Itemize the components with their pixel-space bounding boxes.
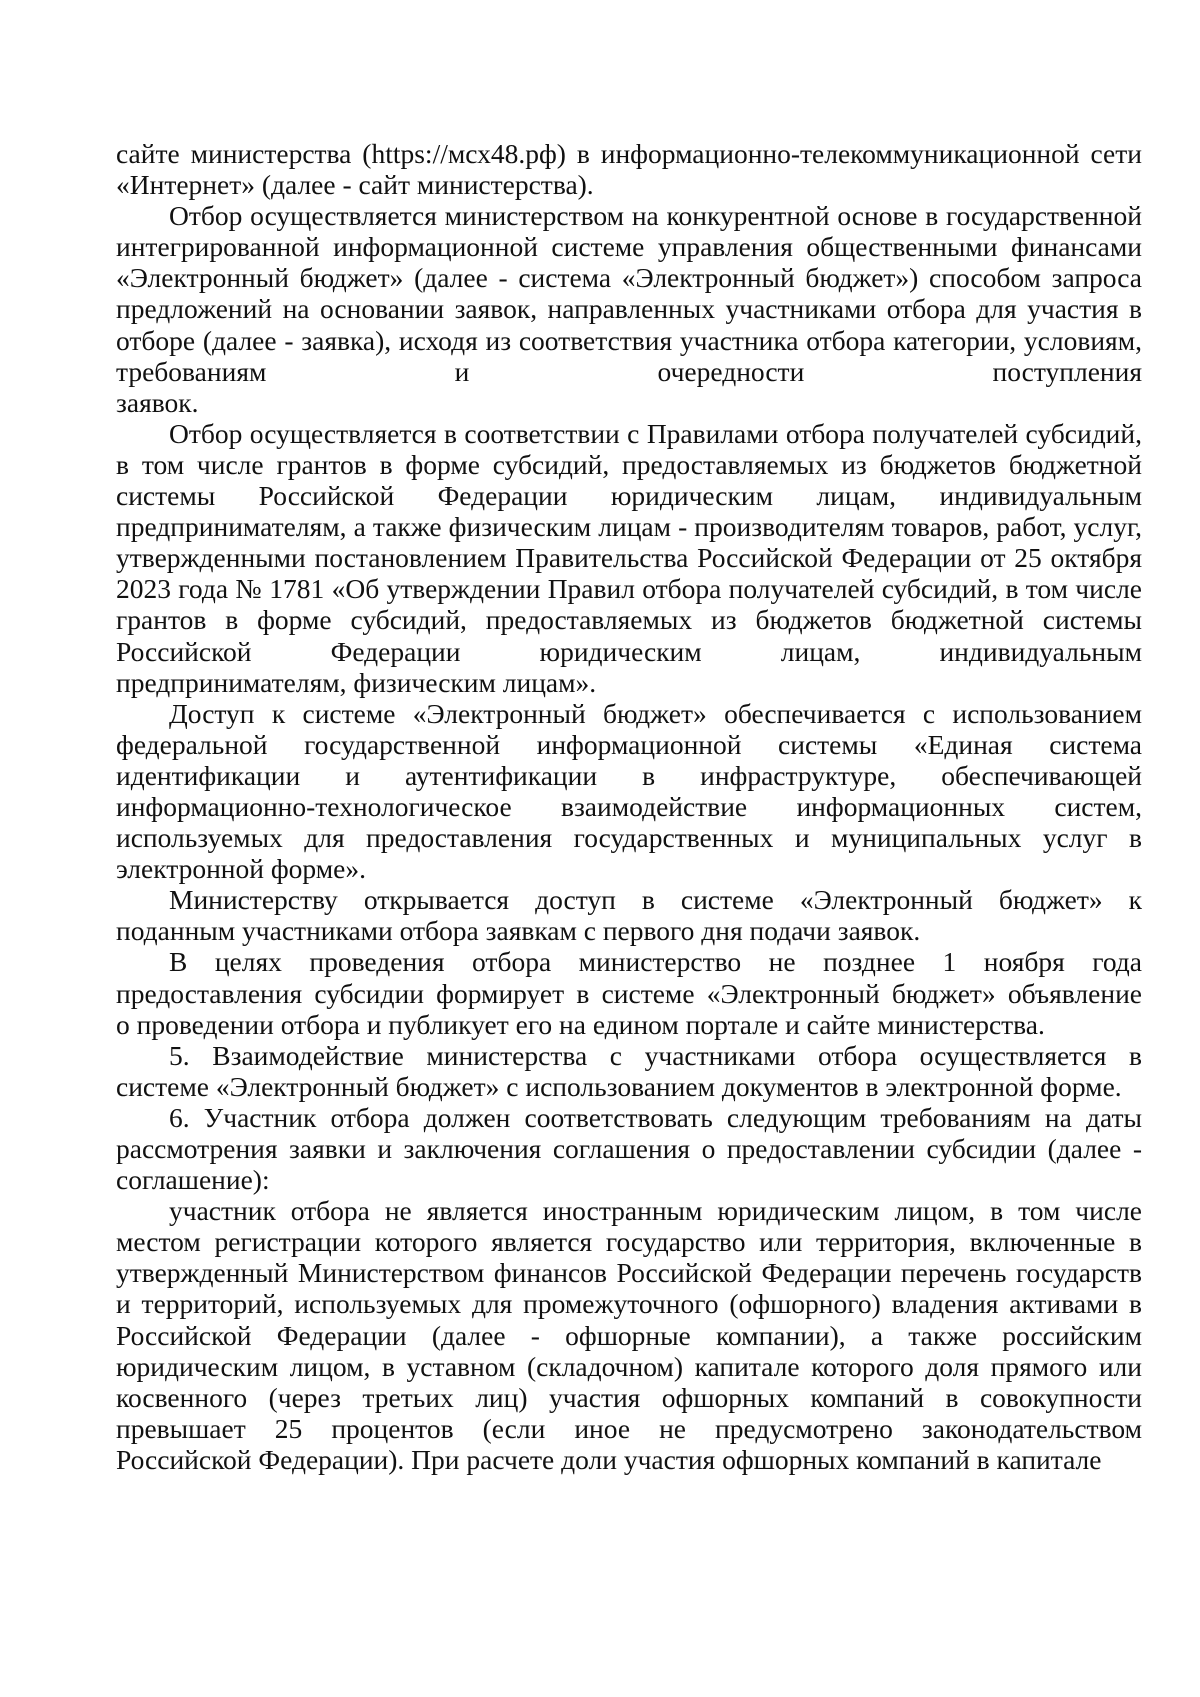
paragraph-last-line: системе «Электронный бюджет» с использованием документов в электронной форме. (116, 1070, 1122, 1102)
paragraph-selection-rules (116, 418, 1142, 698)
paragraph-selection-method (116, 200, 1142, 418)
paragraph-last-line: о проведении отбора и публикует его на едином портале и сайте министерства. (116, 1008, 1045, 1040)
paragraph-last-line: предпринимателям, физическим лицам». (116, 666, 597, 698)
paragraph-body: 6. Участник отбора должен соответствовать следующим требованиям на даты рассмотрения заявки и заключения соглашения о предоставлении субсидии (далее - (116, 1101, 1142, 1164)
paragraph-last-line: Российской Федерации). При расчете доли участия офшорных компаний в капитале (116, 1443, 1102, 1475)
paragraph-site-continuation (116, 138, 1142, 200)
paragraph-last-line: «Интернет» (далее - сайт министерства). (116, 169, 594, 201)
paragraph-body: Отбор осуществляется министерством на конкурентной основе в государственной интегрированной информационной системе управления общественными финансами «Электронный бюджет» (далее - система «Электронный бюджет») способом запроса предложений на основании заявок, направленных участниками отбора для участия в отборе (далее - заявка), исходя из соответствия участника отбора категории, условиям, требованиям и очередности поступления (116, 200, 1142, 387)
paragraph-body: Министерству открывается доступ в системе «Электронный бюджет» к (169, 884, 1142, 916)
paragraph-body: 5. Взаимодействие министерства с участниками отбора осуществляется в (169, 1039, 1142, 1071)
paragraph-body: сайте министерства (https://мсх48.рф) в информационно-телекоммуникационной сети (116, 138, 1142, 169)
paragraph-last-line: соглашение): (116, 1164, 270, 1196)
paragraph-body: Отбор осуществляется в соответствии с Правилами отбора получателей субсидий, в том числе грантов в форме субсидий, предоставляемых из бюджетов бюджетной системы Российской Федерации юридическим лицам, индивидуальным предпринимателям, а также физическим лицам - производителям товаров, работ, услуг, утвержденными постановлением Правительства Российской Федерации от 25 октября 2023 года № 1781 «Об утверждении Правил отбора получателей субсидий, в том числе грантов в форме субсидий, предоставляемых из бюджетов бюджетной системы Российской Федерации юридическим лицам, индивидуальным (116, 417, 1142, 667)
paragraph-body: В целях проведения отбора министерство не позднее 1 ноября года предоставления субсидии формирует в системе «Электронный бюджет» объявление (116, 946, 1142, 1009)
paragraph-item-6 (116, 1102, 1142, 1195)
paragraph-last-line: электронной форме». (116, 853, 366, 885)
document-page (116, 138, 1142, 1475)
paragraph-offshore-requirement (116, 1195, 1142, 1475)
paragraph-last-line: поданным участниками отбора заявкам с первого дня подачи заявок. (116, 915, 921, 947)
paragraph-item-5 (116, 1040, 1142, 1102)
paragraph-body: Доступ к системе «Электронный бюджет» обеспечивается с использованием федеральной государственной информационной системы «Единая система идентификации и аутентификации в инфраструктуре, обеспечивающей информационно-технологическое взаимодействие информационных систем, используемых для предоставления государственных и муниципальных услуг в (116, 697, 1142, 854)
paragraph-body: участник отбора не является иностранным юридическим лицом, в том числе местом регистрации которого является государство или территория, включенные в утвержденный Министерством финансов Российской Федерации перечень государств и территорий, используемых для промежуточного (офшорного) владения активами в Российской Федерации (далее - офшорные компании), а также российским юридическим лицом, в уставном (складочном) капитале которого доля прямого или косвенного (через третьих лиц) участия офшорных компаний в совокупности превышает 25 процентов (если иное не предусмотрено законодательством (116, 1195, 1142, 1444)
paragraph-last-line: заявок. (116, 386, 199, 418)
paragraph-selection-announcement (116, 946, 1142, 1039)
paragraph-ministry-access (116, 884, 1142, 946)
paragraph-system-access (116, 698, 1142, 885)
